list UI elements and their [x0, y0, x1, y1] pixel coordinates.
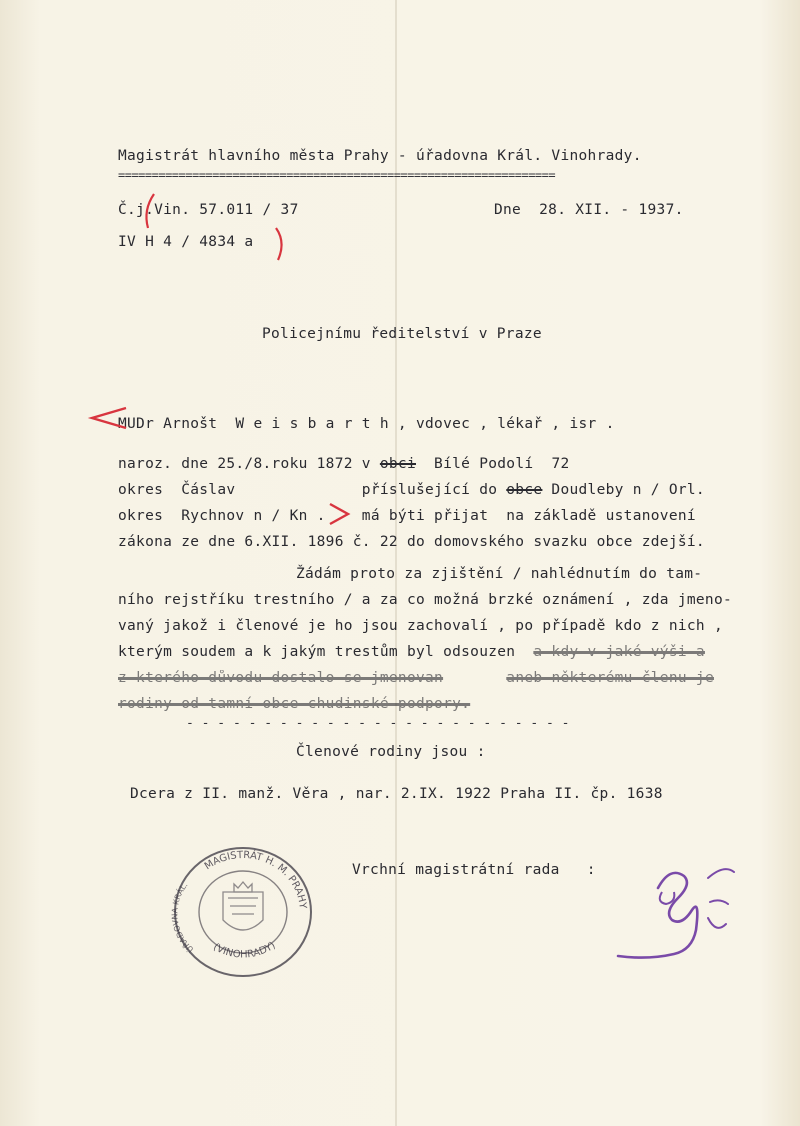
request-line-6: rodiny od tamní obce chudinské podpory. [118, 696, 471, 712]
stamp-text-left: ÚŘADOVNA KRÁL. [170, 880, 196, 955]
office-header: Magistrát hlavního města Prahy - úřadovna Král. Vinohrady. [118, 148, 642, 164]
request-line-3: vaný jakož i členové je ho jsou zachovalí , po případě kdo z nich , [118, 618, 723, 634]
request-line-4: kterým soudem a k jakým trestům byl odsouzen a kdy v jaké výši a [118, 644, 705, 660]
request-line-5: z kterého důvodu dostalo se jmenovan aneb některému členu je [118, 670, 714, 686]
red-bracket-right-mark [272, 226, 292, 266]
document-date: Dne 28. XII. - 1937. [494, 202, 684, 218]
red-arrow-mark [86, 402, 136, 432]
stamp-text-top: MAGISTRÁT H. M. PRAHY [202, 849, 308, 910]
signatory-title: Vrchní magistrátní rada : [352, 862, 596, 878]
family-heading: Členové rodiny jsou : [296, 744, 486, 760]
request-line-2: ního rejstříku trestního / a za co možná brzké oznámení , zda jmeno- [118, 592, 733, 608]
official-round-stamp [168, 842, 318, 982]
subject-name-line: MUDr Arnošt W e i s b a r t h , vdovec , lékař , isr . [118, 416, 615, 432]
header-separator: ================================================================= [118, 168, 556, 182]
dash-separator: - - - - - - - - - - - - - - - - - - - - - - - - - [186, 716, 570, 731]
red-chevron-mark [326, 500, 356, 528]
coat-of-arms-emblem [223, 882, 263, 930]
family-member: Dcera z II. manž. Věra , nar. 2.IX. 1922 Praha II. čp. 1638 [130, 786, 663, 802]
stamp-text-bottom: (VINOHRADY) [211, 940, 278, 961]
handwritten-signature [612, 858, 742, 968]
recipient: Policejnímu ředitelství v Praze [262, 326, 542, 342]
admission-line: okres Rychnov n / Kn . má býti přijat na základě ustanovení [118, 508, 696, 524]
birth-line: naroz. dne 25./8.roku 1872 v obci Bílé Podolí 72 [118, 456, 570, 472]
law-line: zákona ze dne 6.XII. 1896 č. 22 do domovského svazku obce zdejší. [118, 534, 705, 550]
request-line-1: Žádám proto za zjištění / nahlédnutím do tam- [296, 566, 703, 582]
reference-subnumber: IV H 4 / 4834 a [118, 234, 254, 250]
red-bracket-left-mark [140, 192, 160, 232]
district-line: okres Čáslav příslušející do obce Doudleby n / Orl. [118, 482, 705, 498]
reference-number: Č.j.Vin. 57.011 / 37 [118, 202, 299, 218]
